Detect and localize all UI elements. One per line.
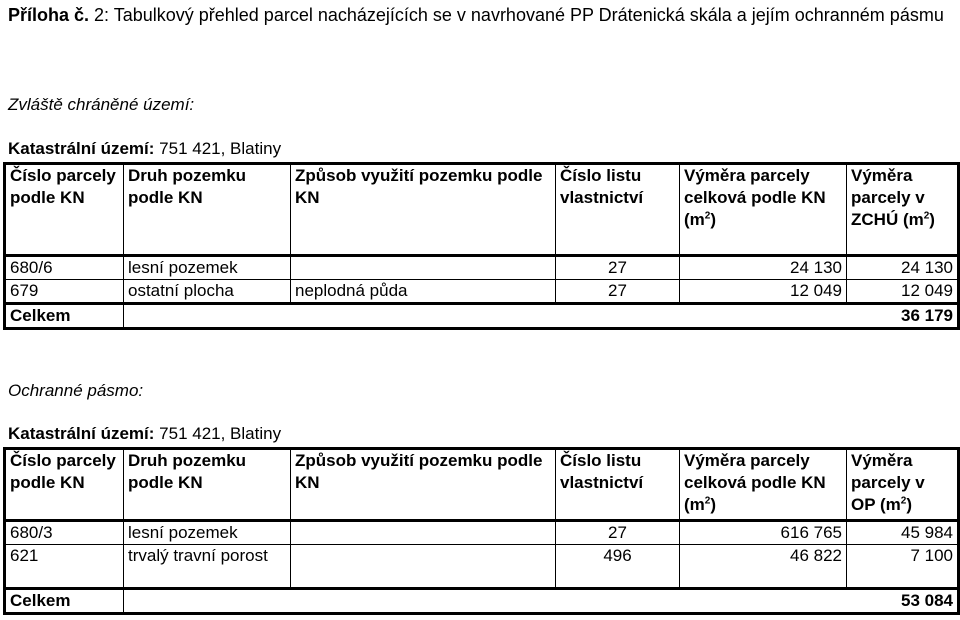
section2-kat-value: 751 421, Blatiny bbox=[154, 424, 282, 443]
s1-header-zpusob: Způsob využití pozemku podle KN bbox=[291, 164, 556, 256]
s1-header-vymera-zchu: Výměra parcely v ZCHÚ $(m^2)$ bbox=[847, 164, 959, 256]
land-use bbox=[291, 256, 556, 280]
total-row bbox=[5, 304, 959, 329]
s2-header-zpusob: Způsob využití pozemku podle KN bbox=[291, 449, 556, 521]
total-row bbox=[5, 589, 959, 614]
s1-header-vymera: Výměra parcely celková podle KN $(m^2)$ bbox=[680, 164, 847, 256]
parcel-number: 679 bbox=[10, 281, 39, 300]
section1-kat-label: Katastrální území: bbox=[8, 139, 155, 158]
section2-table bbox=[3, 447, 960, 615]
s2-header-druh: Druh pozemku podle KN bbox=[124, 449, 291, 521]
parcel-number: 621 bbox=[10, 546, 39, 565]
s2-header-parcel: Číslo parcely podle KN bbox=[5, 449, 124, 521]
s2-header-vymera-op: Výměra parcely v OP $(m^2)$ bbox=[847, 449, 959, 521]
table-row bbox=[5, 521, 959, 545]
table-row bbox=[5, 545, 959, 589]
land-use bbox=[291, 545, 556, 589]
parcel-number: 680/3 bbox=[5, 521, 124, 545]
s1-header-druh: Druh pozemku podle KN bbox=[124, 164, 291, 256]
area-op: 45 984 bbox=[847, 521, 959, 545]
ownership-sheet: 27 bbox=[556, 521, 680, 545]
area-op: 7 100 bbox=[847, 545, 959, 589]
total-value: 53 084 bbox=[124, 589, 959, 614]
ownership-sheet: 27 bbox=[556, 256, 680, 280]
section2-cadastral bbox=[8, 424, 281, 444]
ownership-sheet: 27 bbox=[556, 280, 680, 304]
s1-header-parcel: Číslo parcely podle KN bbox=[5, 164, 124, 256]
land-type: lesní pozemek bbox=[124, 521, 291, 545]
land-use bbox=[291, 521, 556, 545]
document-title bbox=[8, 2, 958, 29]
land-type: lesní pozemek bbox=[124, 256, 291, 280]
s2-header-vymera: Výměra parcely celková podle KN $(m^2)$ bbox=[680, 449, 847, 521]
area-total: 616 765 bbox=[680, 521, 847, 545]
section1-label: Zvláště chráněné území: bbox=[8, 95, 195, 114]
section2-label: Ochranné pásmo: bbox=[8, 381, 144, 400]
land-use: neplodná půda bbox=[291, 280, 556, 304]
s1-header-lv: Číslo listu vlastnictví bbox=[556, 164, 680, 256]
area-zchu: 24 130 bbox=[847, 256, 959, 280]
section1-cadastral bbox=[8, 139, 281, 159]
ownership-sheet: 496 bbox=[556, 545, 680, 589]
section1-table bbox=[3, 162, 960, 330]
land-type: ostatní plocha bbox=[124, 280, 291, 304]
area-total: 12 049 bbox=[680, 280, 847, 304]
total-label: Celkem bbox=[5, 589, 124, 614]
area-zchu: 12 049 bbox=[847, 280, 959, 304]
title-bold: Příloha č. bbox=[8, 5, 90, 25]
area-total: 46 822 bbox=[680, 545, 847, 589]
area-total: 24 130 bbox=[680, 256, 847, 280]
table-row bbox=[5, 280, 959, 304]
land-type: trvalý travní porost bbox=[124, 545, 291, 589]
table-row bbox=[5, 256, 959, 280]
section2-kat-label: Katastrální území: bbox=[8, 424, 155, 443]
title-rest: 2: Tabulkový přehled parcel nacházejících se v navrhované PP Drátenická skála a jejím ochranném pásmu bbox=[89, 5, 944, 25]
section1-kat-value: 751 421, Blatiny bbox=[154, 139, 282, 158]
parcel-number: 680/6 bbox=[5, 256, 124, 280]
s2-header-lv: Číslo listu vlastnictví bbox=[556, 449, 680, 521]
total-label: Celkem bbox=[5, 304, 124, 329]
total-value: 36 179 bbox=[124, 304, 959, 329]
